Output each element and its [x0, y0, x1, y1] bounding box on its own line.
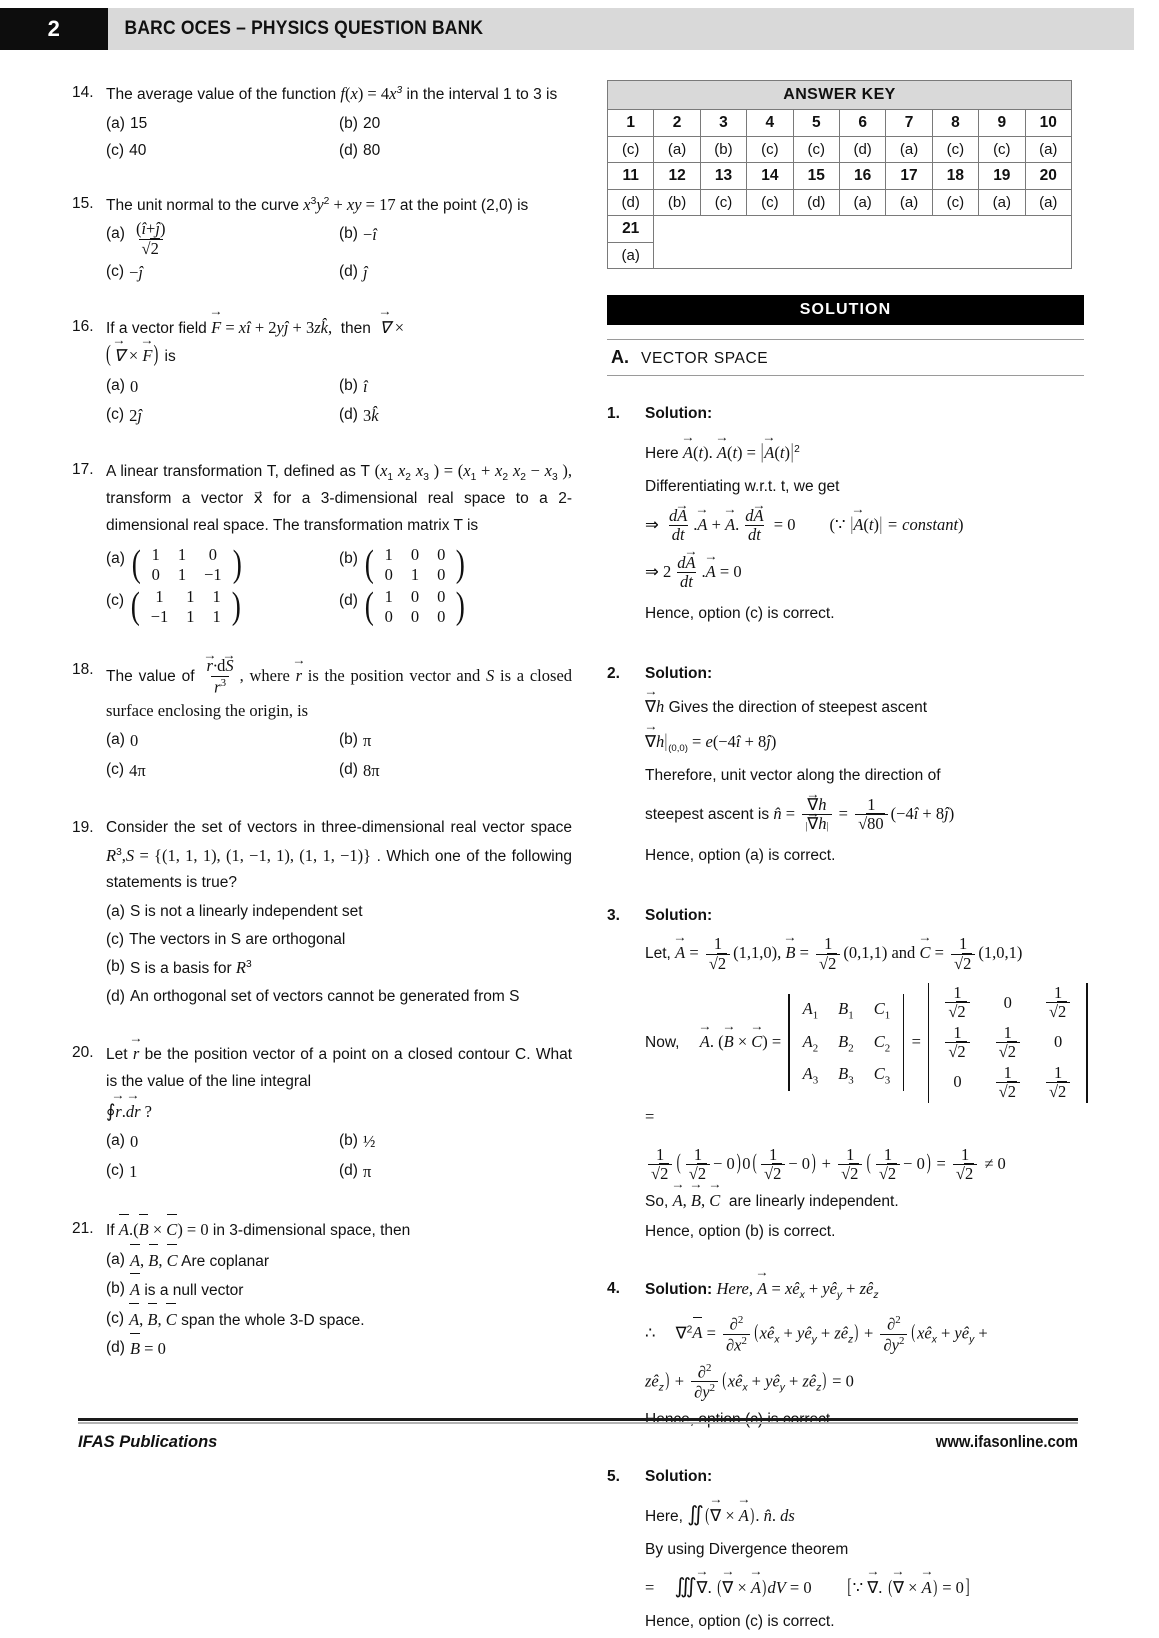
answers-and-solutions-column — [607, 80, 1092, 1638]
question-stem: The average value of the function $f(x) = 4x^3$ in the interval 1 to 3 is — [106, 84, 558, 103]
question-21 — [72, 1216, 572, 1364]
ak-answer-cell: (a) — [1025, 190, 1071, 216]
option-d[interactable] — [339, 1157, 572, 1186]
option-label: (c) — [106, 592, 125, 610]
stem-math: f — [340, 84, 345, 103]
ak-number-cell: 15 — [793, 163, 839, 190]
question-number: 21. — [72, 1220, 94, 1238]
ak-answer-cell: (a) — [886, 137, 932, 163]
solution-label: Solution: — [645, 906, 713, 924]
option-label: (a) — [106, 549, 125, 567]
option-label: (d) — [339, 592, 358, 610]
solution-3 — [607, 902, 1092, 1249]
option-label: (d) — [106, 987, 125, 1005]
option-text: π — [362, 731, 372, 751]
option-d[interactable] — [106, 1334, 572, 1364]
options-list — [106, 1246, 572, 1364]
option-d[interactable] — [339, 587, 572, 627]
option-text: î — [362, 377, 368, 397]
solution-label: Solution: — [645, 1467, 713, 1485]
table-row — [608, 163, 1072, 190]
solution-banner: SOLUTION — [607, 295, 1084, 325]
ak-number-cell: 18 — [932, 163, 978, 190]
solution-conclusion: Hence, option (a) is correct. — [645, 846, 836, 864]
table-row — [608, 137, 1072, 163]
page-footer — [78, 1418, 1078, 1452]
ak-answer-cell: (a) — [654, 137, 700, 163]
solution-conclusion: Hence, option (c) is correct. — [645, 1411, 835, 1429]
question-14 — [72, 80, 572, 165]
ak-number-cell: 13 — [700, 163, 746, 190]
option-c[interactable] — [106, 258, 339, 287]
ak-answer-cell: (c) — [932, 190, 978, 216]
option-matrix-d: ( 1 0 0 0 0 0 ) — [364, 585, 466, 628]
ak-number-cell: 2 — [654, 110, 700, 137]
page-number-box: 2 — [0, 8, 108, 50]
question-15 — [72, 191, 572, 288]
ak-number-cell: 17 — [886, 163, 932, 190]
option-a[interactable] — [106, 1246, 572, 1276]
solution-line: Let, A → = $\frac{1}{√2}$ (1,1,0), B → = $\frac{1}{√2}$ (0,1,1) and C → = $\frac{1}{√2}$ (1,0,1) — [645, 935, 1092, 973]
option-text: The vectors in S are orthogonal — [129, 930, 346, 948]
question-17 — [72, 457, 572, 628]
options-list — [106, 541, 572, 628]
option-label: (c) — [106, 263, 125, 281]
option-label: (b) — [339, 1132, 358, 1150]
option-text: B = 0 — [130, 1334, 568, 1364]
option-d[interactable] — [339, 401, 572, 430]
stem-text-post: transform a vector x⃗ for a 3-dimensional real space to a 2-dimensional real space. The transformation matrix T is — [106, 490, 572, 535]
question-stem: A linear transformation T, defined as T ($x_1$ $x_2$ $x_3$ ) = ($x_1 + x_2$ $x_2 - x_3$ ), transform a vector x⃗ for a 3-dimensional real space to a 2-dimensional real space. The transformation matrix T is — [106, 460, 573, 535]
solution-conclusion: Hence, option (b) is correct. — [645, 1223, 836, 1241]
option-label: (c) — [106, 406, 125, 424]
question-stem: The value of $\frac{r \to\cdot dS \to}{r^3}$ , where r → is the position vector and S is a closed surface enclosing the origin, is — [106, 657, 572, 725]
option-label: (b) — [339, 377, 358, 395]
option-b[interactable] — [339, 372, 572, 401]
option-d[interactable] — [106, 983, 572, 1011]
table-row — [608, 110, 1072, 137]
ak-answer-cell: (c) — [608, 137, 654, 163]
solution-line: steepest ascent is n̂ = $\frac{\nabla \to h}{|\nabla \to h|}$ = $\frac{1}{√80}$ (−4î + 8ĵ) — [645, 796, 1092, 834]
option-d[interactable] — [339, 756, 572, 785]
solution-label: Solution: — [645, 405, 713, 422]
ak-answer-cell: (c) — [932, 137, 978, 163]
footer-rule-dark — [78, 1418, 1078, 1421]
question-20 — [72, 1040, 572, 1186]
option-text: 4π — [129, 760, 146, 780]
solution-line: By using Divergence theorem — [645, 1540, 849, 1558]
question-16 — [72, 314, 572, 431]
stem-text-pre: The unit normal to the curve — [106, 196, 304, 214]
option-b[interactable] — [339, 220, 572, 258]
solution-line: Therefore, unit vector along the direction of — [645, 766, 941, 784]
ak-answer-cell: (d) — [839, 137, 885, 163]
option-b[interactable] — [106, 1275, 572, 1305]
option-b[interactable] — [339, 110, 572, 138]
option-b[interactable] — [339, 545, 572, 585]
solution-conclusion: Hence, option (c) is correct. — [645, 604, 835, 622]
solution-2 — [607, 660, 1092, 872]
section-title: VECTOR SPACE — [641, 350, 769, 367]
option-label: (b) — [106, 958, 125, 976]
option-label: (a) — [106, 1132, 125, 1150]
option-text: 0 — [129, 731, 139, 751]
option-label: (d) — [106, 1339, 125, 1357]
options-list — [106, 220, 572, 287]
option-a[interactable] — [106, 372, 339, 401]
ak-empty-cell — [654, 216, 1072, 269]
solution-number: 2. — [607, 664, 620, 682]
options-list — [106, 726, 572, 785]
question-number: 15. — [72, 194, 94, 212]
question-19 — [72, 815, 572, 1010]
question-number: 14. — [72, 84, 94, 101]
option-label: (c) — [106, 1309, 125, 1327]
option-label: (a) — [106, 1250, 125, 1268]
solution-1 — [607, 400, 1092, 630]
ak-number-cell: 1 — [608, 110, 654, 137]
option-a[interactable] — [106, 1127, 339, 1156]
ak-number-cell: 7 — [886, 110, 932, 137]
option-label: (d) — [339, 760, 358, 778]
solution-line: ∇ $\to h|_{(0,0)}$ = e(−4î + 8ĵ) — [645, 725, 1092, 759]
solution-line: Now, A →. (B → × C →) = $A_1$ $B_1$ $C_1$ $A_2$ $B_2$ $C_2$ $A_3$ $B_3$ $C_3$ = $\frac{1}{√2}$ 0 $\frac{1}{√2}$ $\frac{1}{√2}$ $\frac{1}{√2}$ 0 0 $\frac{1}{√2}$ $\frac{1}{√2}$ = — [645, 983, 1092, 1132]
ak-answer-cell: (b) — [700, 137, 746, 163]
option-text: ½ — [362, 1132, 376, 1152]
option-text: 1 — [129, 1161, 138, 1181]
options-list — [106, 1127, 572, 1186]
footer-rule-light — [78, 1422, 1078, 1424]
option-label: (d) — [339, 263, 358, 281]
option-c[interactable] — [106, 1305, 572, 1335]
option-text: A, B, C Are coplanar — [130, 1246, 568, 1276]
ak-answer-cell: (d) — [793, 190, 839, 216]
option-label: (c) — [106, 1161, 125, 1179]
option-matrix-b: ( 1 0 0 0 1 0 ) — [364, 543, 466, 586]
question-number: 19. — [72, 819, 94, 837]
section-letter: A. — [611, 347, 629, 367]
questions-column — [72, 80, 572, 1390]
ak-number-cell: 20 — [1025, 163, 1071, 190]
footer-website[interactable]: www.ifasonline.com — [935, 1433, 1078, 1451]
ak-answer-cell: (c) — [793, 137, 839, 163]
option-label: (b) — [339, 731, 358, 749]
question-number: 20. — [72, 1044, 94, 1062]
option-c[interactable] — [106, 587, 339, 627]
answer-key-table — [607, 80, 1072, 269]
stem-text-post: at the point (2,0) is — [395, 196, 529, 214]
option-b[interactable] — [339, 1127, 572, 1156]
option-c[interactable] — [106, 137, 339, 165]
options-list — [106, 372, 572, 431]
solution-line: So, A →, B →, C → are linearly independent. — [645, 1187, 1092, 1216]
option-text: π — [362, 1161, 372, 1181]
solution-line: $\frac{1}{√2}$ ( $\frac{1}{√2}$ − 0) 0( $\frac{1}{√2}$ − 0) + $\frac{1}{√2}$ ( $\frac{1}{√2}$ − 0) = $\frac{1}{√2}$ ≠ 0 — [645, 1142, 1092, 1184]
option-text: $\frac{(î+ĵ)}{√2}$ — [135, 219, 166, 258]
solution-number: 3. — [607, 906, 620, 924]
solution-5 — [607, 1463, 1092, 1638]
option-text: 15 — [129, 114, 148, 132]
page-title: BARC OCES – PHYSICS QUESTION BANK — [124, 18, 484, 39]
option-c[interactable] — [106, 401, 339, 430]
ak-number-cell: 9 — [979, 110, 1025, 137]
option-matrix-c: ( 1 1 1 −1 1 1 ) — [130, 585, 241, 628]
option-text: 20 — [362, 114, 381, 132]
option-b[interactable] — [339, 726, 572, 755]
section-header — [607, 340, 1084, 376]
options-list — [106, 898, 572, 1010]
option-c[interactable] — [106, 1157, 339, 1186]
option-text: 2ĵ — [129, 406, 142, 426]
ak-number-cell: 10 — [1025, 110, 1071, 137]
option-matrix-a: ( 1 1 0 0 1 −1 ) — [131, 543, 242, 586]
option-label: (b) — [339, 225, 358, 243]
page-header — [0, 8, 1134, 50]
option-a[interactable] — [106, 545, 339, 585]
option-label: (b) — [339, 114, 358, 132]
option-text: −ĵ — [129, 263, 143, 283]
ak-number-cell: 11 — [608, 163, 654, 190]
stem-text-pre: The value of — [106, 668, 201, 686]
question-number: 17. — [72, 460, 94, 478]
ak-number-cell: 19 — [979, 163, 1025, 190]
solution-line: $zê_z$) + $\frac{\partial^2}{\partial y^2}$ ($xê_x$ + $yê_y$ + $zê_z) = 0$ — [645, 1361, 854, 1402]
option-c[interactable] — [106, 756, 339, 785]
solution-line: ∇ →h Gives the direction of steepest ascent — [645, 693, 1092, 722]
ak-number-cell: 6 — [839, 110, 885, 137]
option-text: 0 — [129, 1132, 139, 1152]
ak-answer-cell: (a) — [1025, 137, 1071, 163]
question-number: 16. — [72, 317, 94, 335]
ak-answer-cell: (a) — [886, 190, 932, 216]
option-text: 3k̂ — [362, 406, 379, 426]
option-label: (b) — [339, 549, 358, 567]
stem-text-pre: If — [106, 1222, 119, 1240]
option-label: (c) — [106, 142, 125, 160]
solution-4: 4. Solution: Here, A → = $xê_x$ + $yê_y$ + $zê_z$ ∴ ∇$^2$A = $\frac{\partial^2}{\partial x^2}$ ($xê_x$ + $yê_y$ + $zê_z$) + $\frac{\partial^2}{\partial y^2}$ ($xê_x$ + $yê_y$ + $zê_z$) + $\frac{\partial^2}{\partial y^2}$ ($xê_x$ + $yê_y$ + $zê_z) = 0$ Hence, option (c) is correct. — [607, 1275, 1092, 1437]
solution-number: 1. — [607, 405, 620, 422]
option-label: (d) — [339, 142, 358, 160]
option-text: −î — [362, 225, 377, 245]
option-label: (c) — [106, 930, 125, 948]
stem-text-pre: A linear transformation T, defined as T — [106, 462, 375, 480]
ak-answer-cell: (a) — [608, 243, 654, 269]
solution-number: 5. — [607, 1467, 620, 1485]
solution-line: ∴ ∇$^2$A = $\frac{\partial^2}{\partial x^2}$ ($xê_x$ + $yê_y$ + $zê_z$) + $\frac{\partial^2}{\partial y^2}$ ($xê_x$ + $yê_y$ + — [645, 1313, 988, 1355]
ak-answer-cell: (a) — [839, 190, 885, 216]
table-row — [608, 190, 1072, 216]
option-text: 0 — [129, 377, 139, 397]
solution-label: Solution: — [645, 1280, 713, 1298]
solution-line: ⇒ $\frac{dA \to}{dt}$ .A → + A →. $\frac{dA \to}{dt}$ = 0 (∵ |A →(t)| = constant) — [645, 507, 1092, 545]
option-text: S is not a linearly independent set — [129, 903, 363, 921]
option-c[interactable] — [106, 926, 572, 954]
ak-number-cell: 14 — [747, 163, 793, 190]
option-label: (a) — [106, 114, 125, 132]
option-label: (a) — [106, 903, 125, 921]
option-a[interactable] — [106, 726, 339, 755]
option-text: S is a basis for $R^3$ — [129, 958, 252, 978]
option-label: (d) — [339, 1161, 358, 1179]
answer-key-title: ANSWER KEY — [608, 81, 1072, 110]
ak-answer-cell: (b) — [654, 190, 700, 216]
ak-number-cell: 21 — [608, 216, 654, 243]
ak-number-cell: 3 — [700, 110, 746, 137]
solution-label: Solution: — [645, 664, 713, 682]
option-a[interactable] — [106, 220, 339, 258]
solution-number: 4. — [607, 1279, 620, 1297]
stem-text-post: in the interval 1 to 3 is — [402, 86, 558, 103]
stem-text-post: . Which one of the following statements is true? — [106, 847, 572, 892]
ak-number-cell: 12 — [654, 163, 700, 190]
option-text: 80 — [362, 142, 381, 160]
option-text: An orthogonal set of vectors cannot be generated from S — [129, 987, 520, 1005]
ak-answer-cell: (d) — [608, 190, 654, 216]
option-text: A, B, C span the whole 3-D space. — [129, 1305, 568, 1335]
ak-answer-cell: (a) — [979, 190, 1025, 216]
solution-line: Here A →(t). $A \to(t) = |A \to(t)|^2$ — [645, 433, 1092, 470]
stem-text-post: in 3-dimensional space, then — [208, 1222, 411, 1240]
ak-number-cell: 4 — [747, 110, 793, 137]
option-d[interactable] — [339, 258, 572, 287]
options-list — [106, 110, 572, 165]
question-stem: If A.(B × C) = 0 in 3-dimensional space, then — [106, 1216, 572, 1245]
solution-line: Differentiating w.r.t. t, we get — [645, 477, 840, 495]
option-label: (c) — [106, 760, 125, 778]
footer-publisher: IFAS Publications — [78, 1433, 218, 1451]
option-label: (d) — [339, 406, 358, 424]
question-stem: The unit normal to the curve $x^3y^2$ + xy = 17 at the point (2,0) is — [106, 194, 529, 214]
option-label: (b) — [106, 1280, 125, 1298]
stem-text-pre: The average value of the function — [106, 86, 341, 103]
question-stem: If a vector field F → = xî + 2yĵ + 3zk̂, then ∇ → × ( ∇ → × F →) is — [106, 314, 572, 371]
option-b[interactable] — [106, 953, 572, 983]
solution-conclusion: Hence, option (c) is correct. — [645, 1612, 835, 1630]
option-label: (a) — [106, 377, 125, 395]
stem-exponent: 3 — [396, 84, 403, 96]
determinant-numeric: $\frac{1}{√2}$ 0 $\frac{1}{√2}$ $\frac{1}{√2}$ $\frac{1}{√2}$ 0 0 $\frac{1}{√2}$ $\frac{1}{√2}$ — [925, 983, 1091, 1103]
option-text: 40 — [129, 142, 147, 160]
option-text: A is a null vector — [130, 1275, 568, 1305]
option-a[interactable] — [106, 110, 339, 138]
ak-answer-cell: (c) — [747, 190, 793, 216]
option-text: 8π — [362, 760, 380, 780]
stem-text-pre: If a vector field — [106, 319, 212, 337]
question-number: 18. — [72, 661, 94, 679]
ak-number-cell: 16 — [839, 163, 885, 190]
solution-line: = ∭∇ →. (∇ → × A →)dV = 0 [∵ ∇ →. (∇ → × A →) = 0] — [645, 1568, 1092, 1605]
option-text: ĵ — [362, 263, 368, 283]
question-18 — [72, 657, 572, 785]
ak-answer-cell: (c) — [979, 137, 1025, 163]
ak-answer-cell: (c) — [747, 137, 793, 163]
option-a[interactable] — [106, 898, 572, 926]
stem-text-pre: Consider the set of vectors in three-dimensional real vector space — [106, 819, 572, 837]
table-row — [608, 216, 1072, 243]
solution-line: ⇒ 2 $\frac{dA \to}{dt}$ .A → = 0 — [645, 554, 1092, 592]
option-d[interactable] — [339, 137, 572, 165]
option-label: (a) — [106, 225, 125, 243]
ak-number-cell: 5 — [793, 110, 839, 137]
question-stem: Let r → be the position vector of a point on a closed contour C. What is the value of the line integral ∮r →.dr → ? — [106, 1040, 572, 1126]
option-label: (a) — [106, 731, 125, 749]
ak-answer-cell: (c) — [700, 190, 746, 216]
question-stem: Consider the set of vectors in three-dimensional real vector space $R^3,S = \{(1$, 1, 1), (1, −1, 1), (1, 1, −1)} . Which one of the following statements is true? — [106, 819, 572, 892]
determinant-symbolic: $A_1$ $B_1$ $C_1$ $A_2$ $B_2$ $C_2$ $A_3$ $B_3$ $C_3$ — [785, 994, 907, 1091]
solution-line: Here, ∬(∇ → × A →). n̂. ds — [645, 1496, 1092, 1533]
ak-number-cell: 8 — [932, 110, 978, 137]
